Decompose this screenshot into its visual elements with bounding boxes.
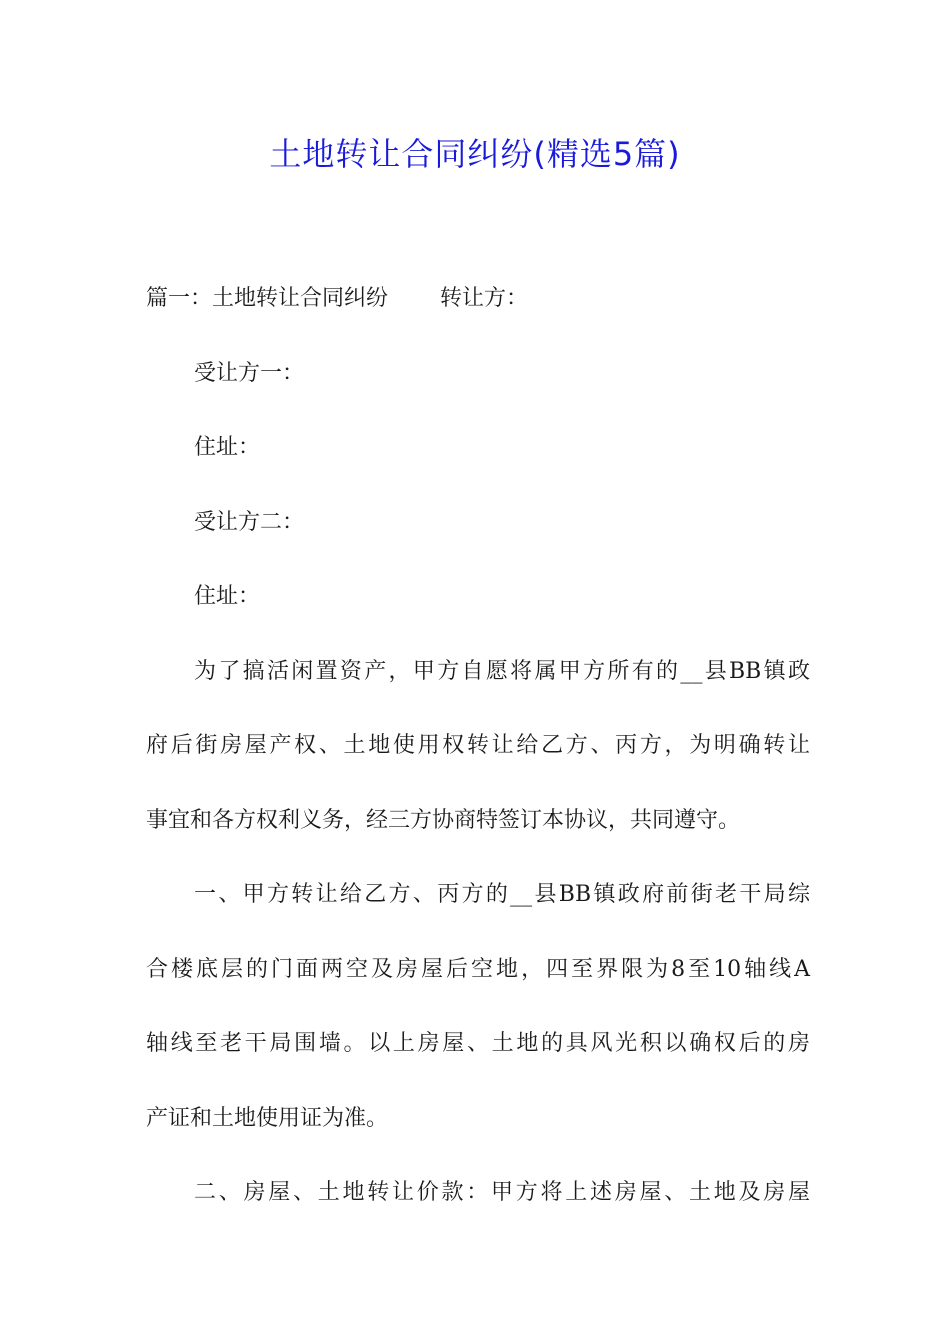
section-heading: 篇一：土地转让合同纠纷: [146, 286, 389, 311]
paragraph-line: 府后街房屋产权、土地使用权转让给乙方、丙方，为明确转让: [146, 733, 810, 758]
paragraph-line: 产证和土地使用证为准。: [146, 1105, 389, 1131]
address-label: 住址：: [194, 584, 261, 609]
paragraph-line: 事宜和各方权利义务，经三方协商特签订本协议，共同遵守。: [146, 807, 741, 833]
section-heading-line: [146, 262, 810, 337]
address-label: 住址：: [194, 435, 261, 460]
paragraph-line: 二、房屋、土地转让价款：甲方将上述房屋、土地及房屋: [194, 1180, 810, 1205]
transferor-label: 转让方：: [440, 286, 529, 311]
document-body: [146, 262, 810, 1231]
transferee-two-label: 受让方二：: [194, 509, 305, 535]
paragraph-line: 合楼底层的门面两空及房屋后空地，四至界限为8至10轴线A: [146, 956, 810, 982]
paragraph-line: 为了搞活闲置资产，甲方自愿将属甲方所有的__县BB镇政: [194, 658, 810, 684]
transferee-one-label: 受让方一：: [194, 360, 305, 386]
paragraph-line: 轴线至老干局围墙。以上房屋、土地的具风光积以确权后的房: [146, 1031, 810, 1056]
paragraph-line: 一、甲方转让给乙方、丙方的__县BB镇政府前街老干局综: [194, 882, 810, 907]
document-title: 土地转让合同纠纷(精选5篇): [269, 135, 681, 173]
